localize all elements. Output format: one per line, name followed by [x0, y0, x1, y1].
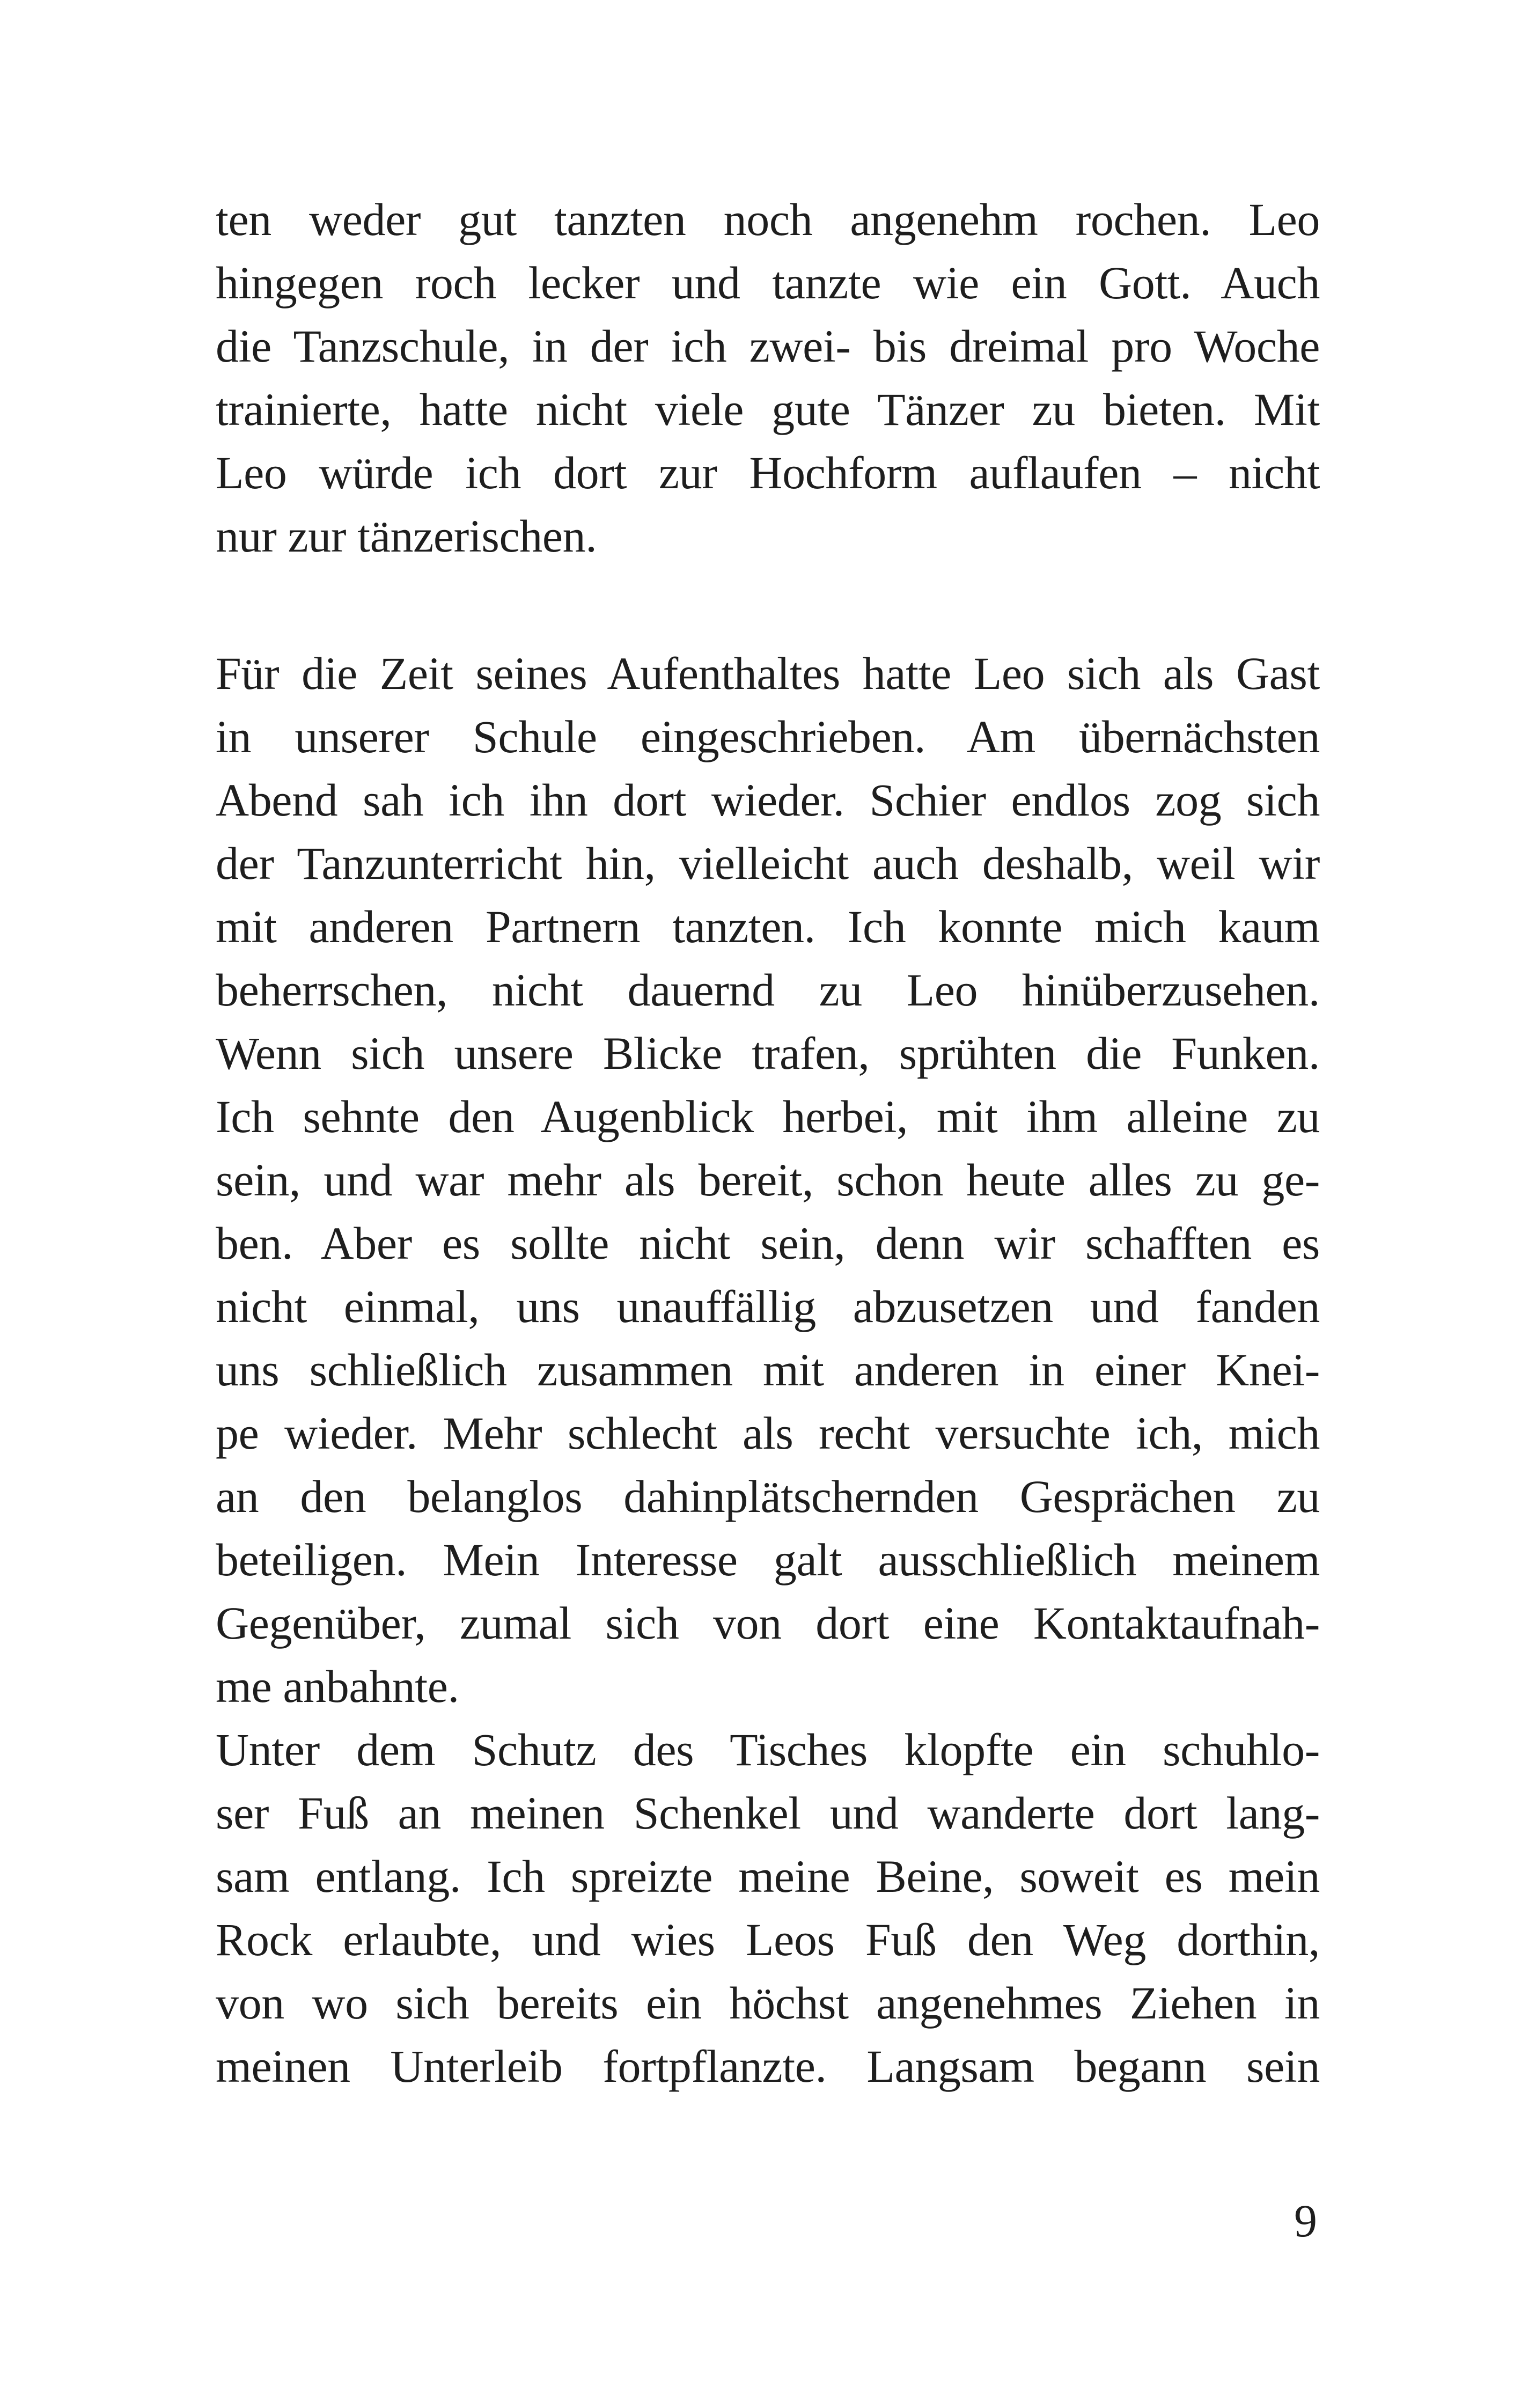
- text-line: hingegen roch lecker und tanzte wie ein Gott. Auch: [216, 257, 1320, 309]
- text-line: von wo sich bereits ein höchst angenehmes Ziehen in: [216, 1977, 1320, 2029]
- text-line: Gegenüber, zumal sich von dort eine Kontaktaufnah-: [216, 1597, 1320, 1649]
- text-line: mit anderen Partnern tanzten. Ich konnte mich kaum: [216, 901, 1320, 952]
- text-line: der Tanzunterricht hin, vielleicht auch deshalb, weil wir: [216, 838, 1320, 889]
- text-line: meinen Unterleib fortpflanzte. Langsam begann sein: [216, 2040, 1320, 2092]
- text-line: uns schließlich zusammen mit anderen in einer Knei-: [216, 1344, 1320, 1396]
- text-line: ser Fuß an meinen Schenkel und wanderte dort lang-: [216, 1787, 1320, 1839]
- text-line: Rock erlaubte, und wies Leos Fuß den Weg dorthin,: [216, 1914, 1320, 1965]
- paragraph-2: [216, 642, 1320, 2098]
- text-line: Leo würde ich dort zur Hochform auflaufen – nicht: [216, 447, 1320, 498]
- text-line: ben. Aber es sollte nicht sein, denn wir schafften es: [216, 1217, 1320, 1269]
- text-line: Für die Zeit seines Aufenthaltes hatte Leo sich als Gast: [216, 648, 1320, 699]
- page-number: 9: [1294, 2195, 1317, 2247]
- text-line: sein, und war mehr als bereit, schon heute alles zu ge-: [216, 1154, 1320, 1206]
- text-line: Wenn sich unsere Blicke trafen, sprühten die Funken.: [216, 1027, 1320, 1079]
- text-line: Unter dem Schutz des Tisches klopfte ein schuhlo-: [216, 1724, 1320, 1775]
- text-line: trainierte, hatte nicht viele gute Tänzer zu bieten. Mit: [216, 384, 1320, 435]
- text-line: Ich sehnte den Augenblick herbei, mit ihm alleine zu: [216, 1091, 1320, 1142]
- text-line: me anbahnte.: [216, 1661, 459, 1712]
- text-line: pe wieder. Mehr schlecht als recht versuchte ich, mich: [216, 1407, 1320, 1459]
- text-line: nicht einmal, uns unauffällig abzusetzen und fanden: [216, 1281, 1320, 1332]
- text-line: an den belanglos dahinplätschernden Gesprächen zu: [216, 1471, 1320, 1522]
- text-line: sam entlang. Ich spreizte meine Beine, soweit es mein: [216, 1851, 1320, 1902]
- text-line: Abend sah ich ihn dort wieder. Schier endlos zog sich: [216, 774, 1320, 826]
- text-line: beherrschen, nicht dauernd zu Leo hinüberzusehen.: [216, 964, 1320, 1016]
- text-line: in unserer Schule eingeschrieben. Am übernächsten: [216, 711, 1320, 762]
- text-line: ten weder gut tanzten noch angenehm rochen. Leo: [216, 194, 1320, 245]
- text-line: nur zur tänzerischen.: [216, 510, 597, 562]
- text-line: beteiligen. Mein Interesse galt ausschließlich meinem: [216, 1534, 1320, 1585]
- text-line: die Tanzschule, in der ich zwei- bis dreimal pro Woche: [216, 320, 1320, 372]
- paragraph-1: [216, 188, 1320, 568]
